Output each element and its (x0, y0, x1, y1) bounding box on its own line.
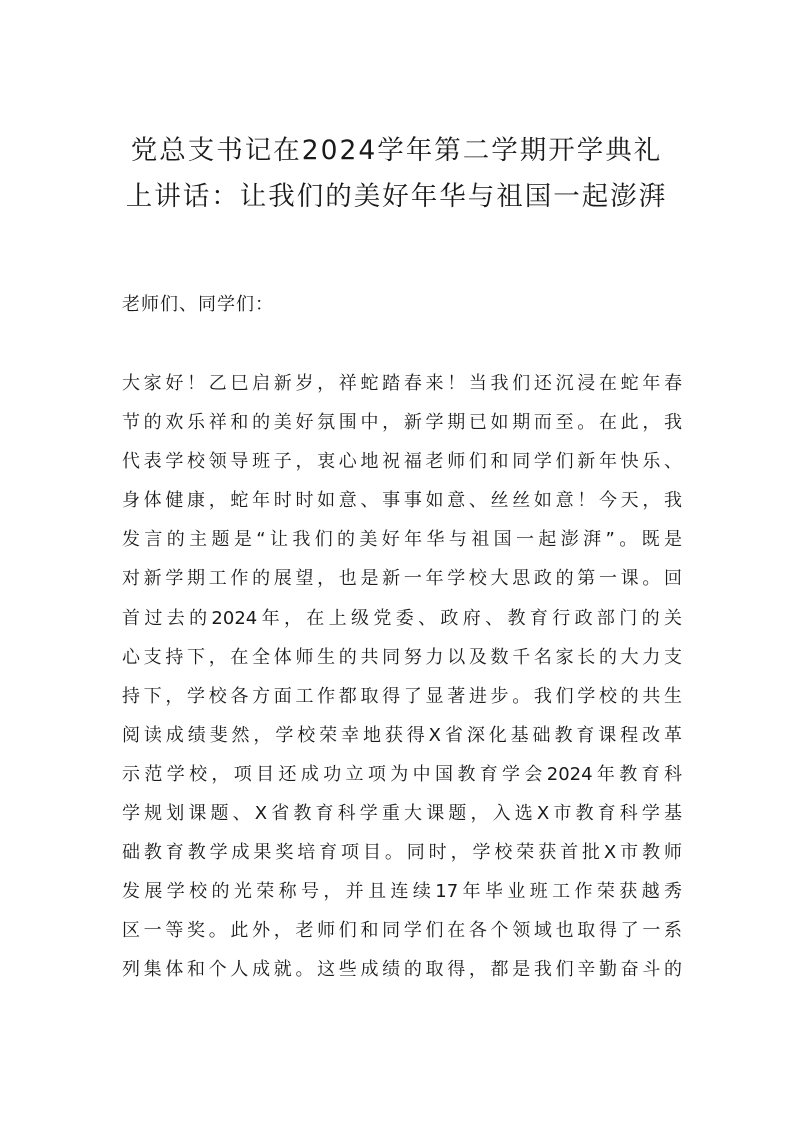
body-line: 身体健康，蛇年时时如意、事事如意、丝丝如意！今天，我 (122, 490, 682, 512)
title-line-1: 党总支书记在2024学年第二学期开学典礼 (130, 135, 663, 166)
body-line: 发言的主题是“让我们的美好年华与祖国一起澎湃”。既是 (122, 529, 682, 551)
body-line: 区一等奖。此外，老师们和同学们在各个领域也取得了一系 (122, 920, 682, 942)
body-line: 列集体和个人成就。这些成绩的取得，都是我们辛勤奋斗的 (122, 959, 682, 981)
body-line: 发展学校的光荣称号，并且连续17年毕业班工作荣获越秀 (122, 881, 682, 903)
body-line: 代表学校领导班子，衷心地祝福老师们和同学们新年快乐、 (122, 451, 682, 473)
body-line: 础教育教学成果奖培育项目。同时，学校荣获首批X市教师 (122, 842, 682, 864)
body-line: 大家好！乙巳启新岁，祥蛇踏春来！当我们还沉浸在蛇年春 (122, 373, 682, 394)
body-line: 节的欢乐祥和的美好氛围中，新学期已如期而至。在此，我 (122, 412, 682, 434)
body-paragraph (122, 364, 682, 990)
body-line: 示范学校，项目还成功立项为中国教育学会2024年教育科 (122, 763, 682, 785)
body-line: 对新学期工作的展望，也是新一年学校大思政的第一课。回 (122, 568, 682, 590)
title-line-2: 上讲话：让我们的美好年华与祖国一起澎湃 (125, 181, 668, 212)
salutation: 老师们、同学们： (122, 294, 274, 315)
body-line: 首过去的2024年，在上级党委、政府、教育行政部门的关 (122, 607, 682, 629)
body-line: 学规划课题、X省教育科学重大课题，入选X市教育科学基 (122, 803, 682, 825)
body-line: 心支持下，在全体师生的共同努力以及数千名家长的大力支 (122, 646, 682, 668)
body-line: 持下，学校各方面工作都取得了显著进步。我们学校的共生 (122, 685, 682, 707)
body-line: 阅读成绩斐然，学校荣幸地获得X省深化基础教育课程改革 (122, 724, 682, 746)
document-title (80, 128, 713, 220)
